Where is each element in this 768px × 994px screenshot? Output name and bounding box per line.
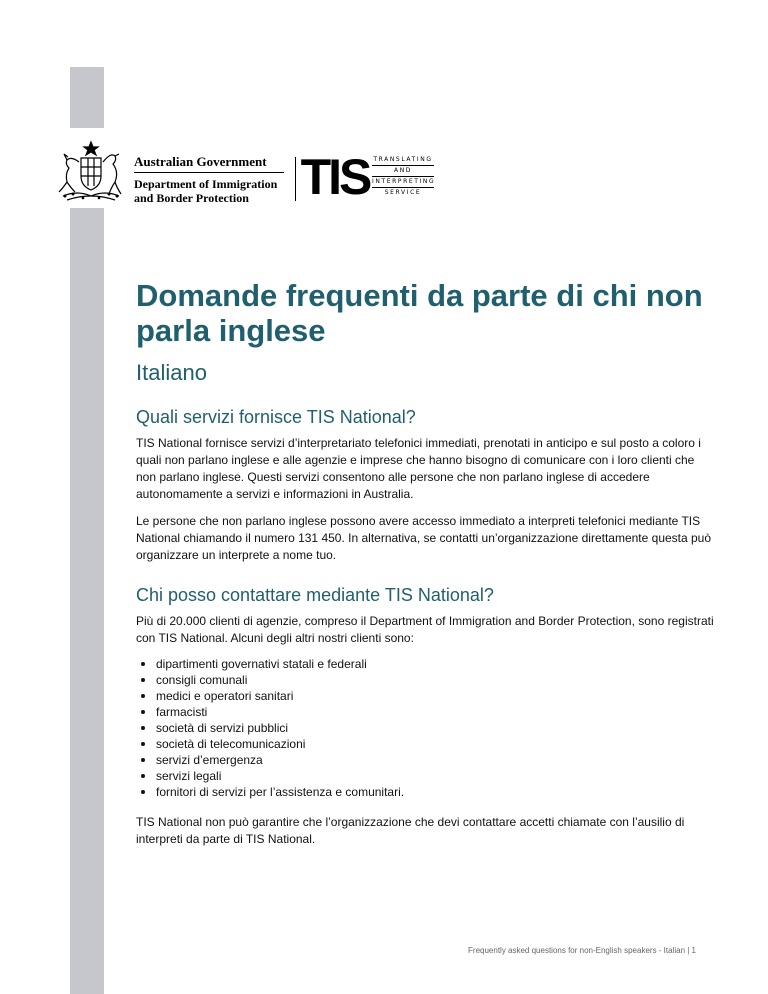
- list-item: [136, 688, 716, 704]
- bullet-icon: [141, 790, 145, 794]
- list-item-text: società di servizi pubblici: [156, 721, 289, 735]
- section-heading-contacts: Chi posso contattare mediante TIS National?: [136, 585, 494, 605]
- bullet-icon: [141, 758, 145, 762]
- list-item-text: consigli comunali: [156, 673, 248, 687]
- list-item-text: servizi legali: [156, 769, 222, 783]
- decorative-side-bar: [70, 208, 104, 994]
- list-item: [136, 704, 716, 720]
- tis-word-service: SERVICE: [384, 189, 422, 196]
- logo-divider: [295, 157, 296, 201]
- page-title: Domande frequenti da parte di chi non parla inglese: [136, 278, 703, 348]
- services-paragraph-2: Le persone che non parlano inglese possono avere accesso immediato a interpreti telefonici mediante TIS National chiamando il numero 131 450. In alternativa, se contatti un’organizzazione direttamente questa può organizzare un interprete a nome tuo.: [136, 514, 712, 562]
- list-item: [136, 784, 716, 800]
- services-paragraph-1: TIS National fornisce servizi d’interpretariato telefonici immediati, prenotati in anticipo e sul posto a coloro i quali non parlano inglese e alle agenzie e imprese che hanno bisogno di comunicare con i loro clienti che non parlano inglese. Questi servizi consentono alle persone che non parlano inglese di accedere autonomamente a servizi e informazioni in Australia.: [136, 436, 701, 501]
- government-branding: [134, 154, 284, 205]
- bullet-icon: [141, 678, 145, 682]
- list-item-text: servizi d’emergenza: [156, 753, 263, 767]
- tis-word-translating: TRANSLATING: [372, 155, 434, 166]
- department-name: [134, 177, 284, 205]
- list-item-text: medici e operatori sanitari: [156, 689, 294, 703]
- list-item: [136, 736, 716, 752]
- bullet-icon: [141, 662, 145, 666]
- decorative-side-bar-top: [70, 67, 104, 128]
- department-name-line-1: Department of Immigration: [134, 177, 278, 191]
- bullet-icon: [141, 742, 145, 746]
- coat-of-arms-icon: [53, 140, 129, 204]
- contacts-intro: Più di 20.000 clienti di agenzie, compreso il Department of Immigration and Border Protection, sono registrati con TIS National. Alcuni degli altri nostri clienti sono:: [136, 614, 714, 645]
- department-name-line-2: and Border Protection: [134, 191, 249, 205]
- list-item: [136, 752, 716, 768]
- page-header: [53, 140, 473, 204]
- government-title: Australian Government: [134, 154, 284, 173]
- list-item: [136, 672, 716, 688]
- bullet-icon: [141, 710, 145, 714]
- tis-word-and: AND: [372, 166, 434, 177]
- contacts-closing: TIS National non può garantire che l’organizzazione che devi contattare accetti chiamate con l’ausilio di interpreti da parte di TIS National.: [136, 815, 685, 846]
- bullet-icon: [141, 774, 145, 778]
- bullet-icon: [141, 726, 145, 730]
- document-body: [136, 278, 716, 848]
- list-item: [136, 656, 716, 672]
- tis-wordmark: [372, 155, 434, 198]
- tis-logo-icon: [300, 142, 370, 205]
- page-footer: Frequently asked questions for non-English speakers - Italian | 1: [468, 946, 696, 955]
- tis-word-interpreting: INTERPRETING: [372, 177, 434, 188]
- list-item-text: farmacisti: [156, 705, 208, 719]
- list-item: [136, 720, 716, 736]
- list-item-text: fornitori di servizi per l’assistenza e comunitari.: [156, 785, 405, 799]
- language-label: Italiano: [136, 360, 207, 385]
- section-heading-services: Quali servizi fornisce TIS National?: [136, 407, 416, 427]
- list-item-text: società di telecomunicazioni: [156, 737, 306, 751]
- tis-logo-text: TIS: [300, 149, 370, 205]
- bullet-icon: [141, 694, 145, 698]
- list-item: [136, 768, 716, 784]
- client-list: [136, 656, 716, 800]
- list-item-text: dipartimenti governativi statali e federali: [156, 657, 367, 671]
